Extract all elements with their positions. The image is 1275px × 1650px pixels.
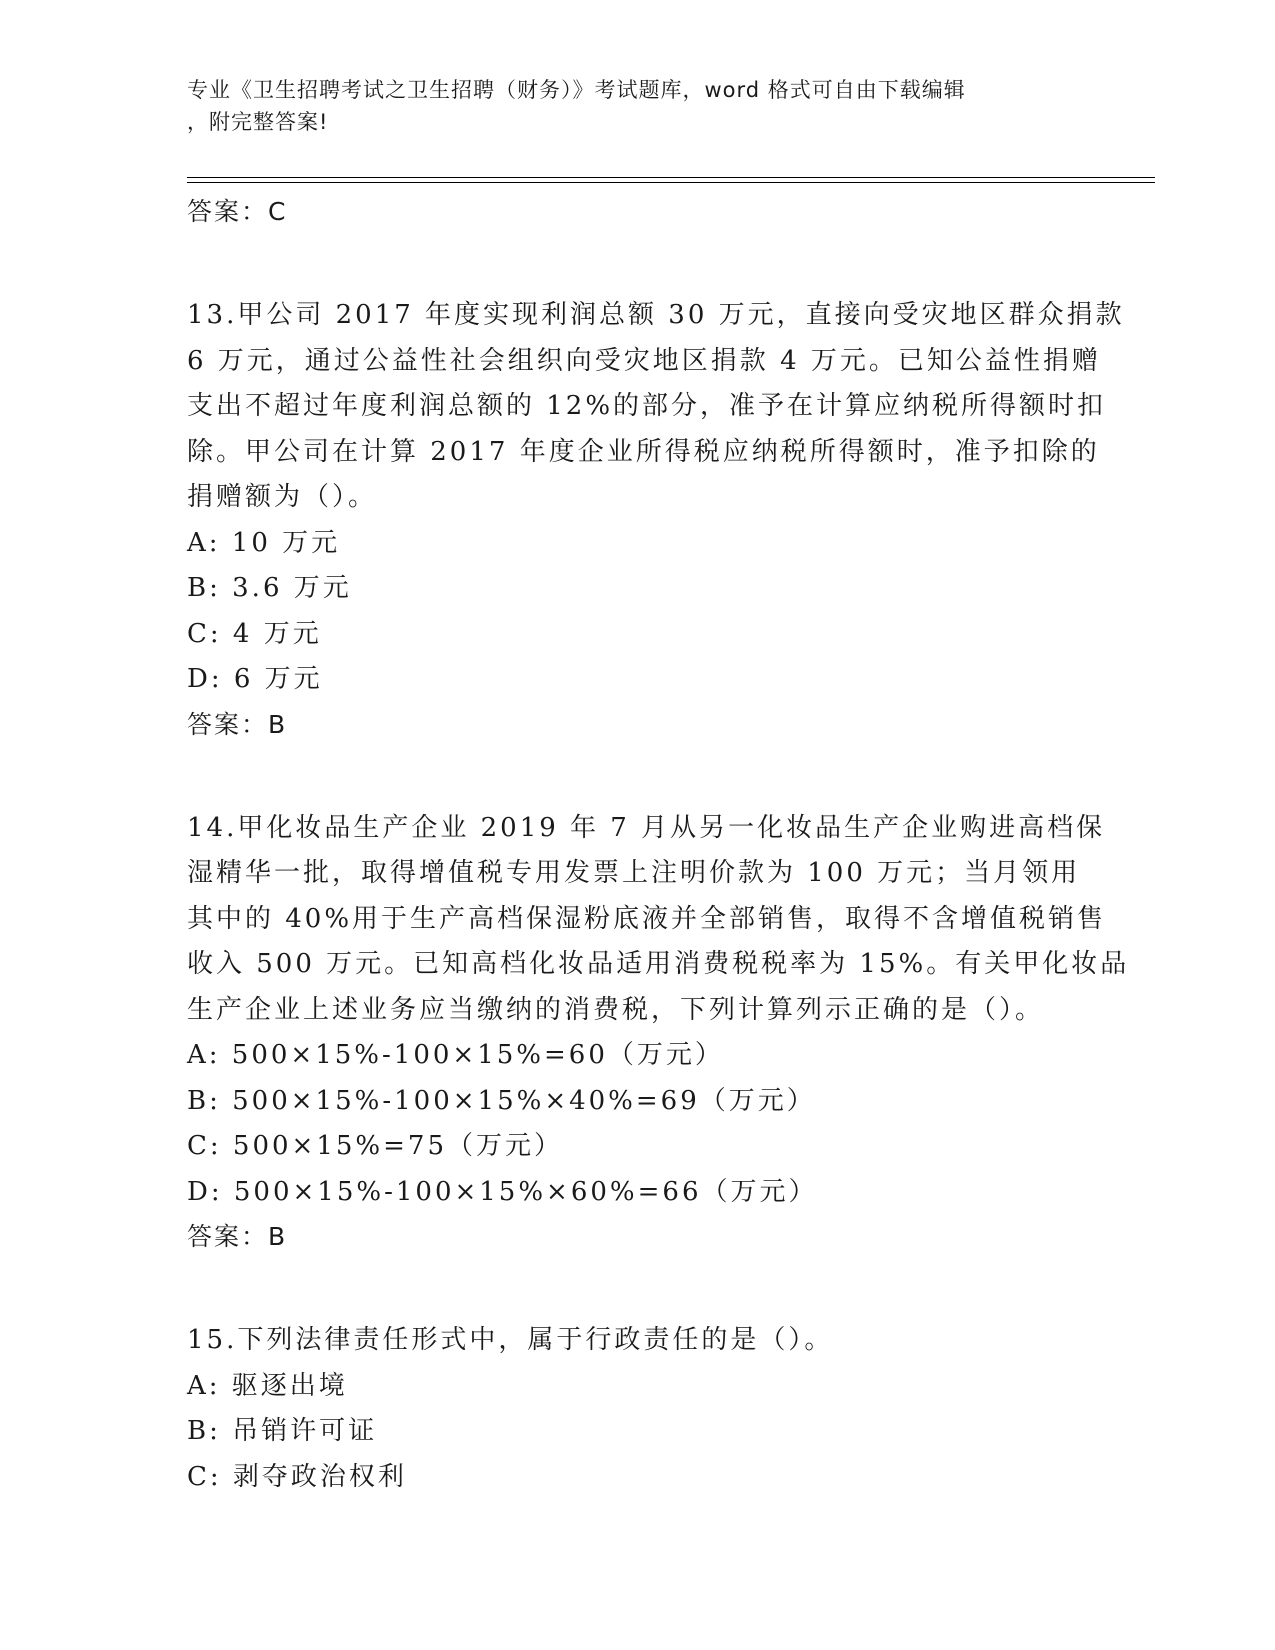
answer-line: 答案：C (187, 197, 288, 226)
option-b: B: 500×15%-100×15%×40%=69（万元） (187, 1085, 816, 1116)
question-stem-line: 6 万元，通过公益性社会组织向受灾地区捐款 4 万元。已知公益性捐赠 (187, 345, 1101, 376)
question-13 (187, 293, 1125, 747)
question-stem-line: 湿精华一批，取得增值税专用发票上注明价款为 100 万元；当月领用 (187, 858, 1081, 888)
option-c: C: 剥夺政治权利 (187, 1461, 407, 1492)
question-stem-line: 除。甲公司在计算 2017 年度企业所得税应纳税所得额时，准予扣除的 (187, 436, 1100, 467)
question-stem-line: 13.甲公司 2017 年度实现利润总额 30 万元，直接向受灾地区群众捐款 (187, 300, 1125, 330)
question-stem-line: 收入 500 万元。已知高档化妆品适用消费税税率为 15%。有关甲化妆品 (187, 949, 1130, 979)
header-divider (187, 177, 1155, 178)
question-stem-line: 支出不超过年度利润总额的 12%的部分，准予在计算应纳税所得额时扣 (187, 391, 1107, 421)
header-divider (187, 182, 1155, 183)
option-b: B: 3.6 万元 (187, 573, 352, 603)
question-stem-line: 生产企业上述业务应当缴纳的消费税，下列计算列示正确的是（）。 (187, 994, 1045, 1025)
option-a: A: 10 万元 (187, 527, 341, 558)
question-stem-line: 15.下列法律责任形式中，属于行政责任的是（）。 (187, 1325, 834, 1355)
question-14 (187, 806, 1130, 1260)
document-header (187, 74, 1087, 138)
header-line: 专业《卫生招聘考试之卫生招聘（财务）》考试题库，word 格式可自由下载编辑 (187, 78, 966, 102)
option-c: C: 500×15%=75（万元） (187, 1131, 563, 1161)
option-d: D: 6 万元 (187, 664, 323, 694)
question-list (187, 190, 1130, 1500)
question-stem-line: 14.甲化妆品生产企业 2019 年 7 月从另一化妆品生产企业购进高档保 (187, 812, 1106, 843)
answer-line: 答案：B (187, 709, 288, 739)
answer-line: 答案：B (187, 1222, 288, 1251)
option-a: A: 驱逐出境 (187, 1370, 348, 1401)
option-c: C: 4 万元 (187, 618, 322, 649)
option-d: D: 500×15%-100×15%×60%=66（万元） (187, 1176, 818, 1207)
question-stem-line: 其中的 40%用于生产高档保湿粉底液并全部销售，取得不含增值税销售 (187, 903, 1107, 934)
header-line: ，附完整答案! (187, 110, 329, 134)
question-stem-line: 捐赠额为（）。 (187, 482, 378, 512)
option-a: A: 500×15%-100×15%=60（万元） (187, 1040, 724, 1070)
option-b: B: 吊销许可证 (187, 1416, 378, 1446)
question-15 (187, 1318, 1077, 1500)
